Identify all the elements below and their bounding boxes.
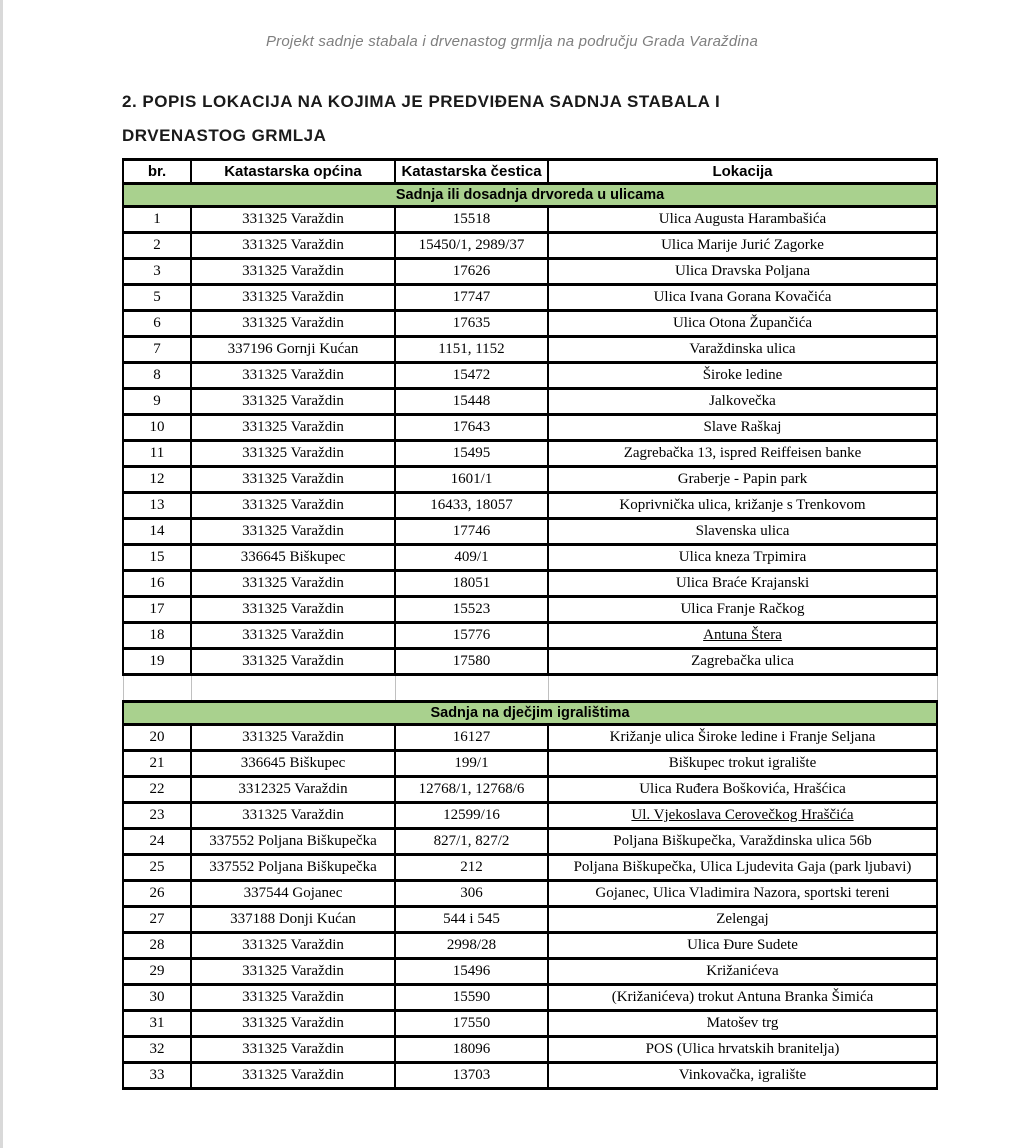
cell-opcina: 331325 Varaždin — [191, 1063, 395, 1089]
cell-opcina: 331325 Varaždin — [191, 1011, 395, 1037]
cell-br: 26 — [123, 881, 191, 907]
cell-opcina: 331325 Varaždin — [191, 285, 395, 311]
table-row — [123, 803, 937, 829]
empty-cell — [123, 675, 191, 702]
cell-opcina: 331325 Varaždin — [191, 493, 395, 519]
table-row — [123, 855, 937, 881]
cell-br: 22 — [123, 777, 191, 803]
cell-opcina: 331325 Varaždin — [191, 571, 395, 597]
cell-cestica: 15450/1, 2989/37 — [395, 233, 548, 259]
cell-cestica: 1601/1 — [395, 467, 548, 493]
cell-opcina: 336645 Biškupec — [191, 751, 395, 777]
running-header: Projekt sadnje stabala i drvenastog grmlja na području Grada Varaždina — [265, 33, 759, 50]
cell-lokacija: Poljana Biškupečka, Ulica Ljudevita Gaja (park ljubavi) — [548, 855, 937, 881]
cell-br: 24 — [123, 829, 191, 855]
cell-lokacija: Ulica Marije Jurić Zagorke — [548, 233, 937, 259]
cell-lokacija: Križanićeva — [548, 959, 937, 985]
cell-cestica: 15523 — [395, 597, 548, 623]
column-header-opcina: Katastarska općina — [191, 160, 395, 184]
table-row — [123, 959, 937, 985]
table-row — [123, 1063, 937, 1089]
cell-lokacija: Graberje - Papin park — [548, 467, 937, 493]
cell-br: 1 — [123, 207, 191, 233]
cell-opcina: 331325 Varaždin — [191, 233, 395, 259]
cell-opcina: 331325 Varaždin — [191, 207, 395, 233]
table-row — [123, 751, 937, 777]
table-row — [123, 571, 937, 597]
cell-opcina: 337196 Gornji Kućan — [191, 337, 395, 363]
section-heading: Sadnja ili dosadnja drvoreda u ulicama — [123, 184, 937, 207]
cell-lokacija: Zagrebačka ulica — [548, 649, 937, 675]
cell-cestica: 199/1 — [395, 751, 548, 777]
section-header-row — [123, 702, 937, 725]
cell-cestica: 212 — [395, 855, 548, 881]
cell-lokacija: Koprivnička ulica, križanje s Trenkovom — [548, 493, 937, 519]
cell-br: 15 — [123, 545, 191, 571]
cell-lokacija: Gojanec, Ulica Vladimira Nazora, sportski tereni — [548, 881, 937, 907]
cell-cestica: 16127 — [395, 725, 548, 751]
cell-cestica: 827/1, 827/2 — [395, 829, 548, 855]
cell-lokacija: Vinkovačka, igralište — [548, 1063, 937, 1089]
table-row — [123, 233, 937, 259]
cell-opcina: 337188 Donji Kućan — [191, 907, 395, 933]
empty-cell — [548, 675, 937, 702]
cell-br: 17 — [123, 597, 191, 623]
cell-opcina: 331325 Varaždin — [191, 985, 395, 1011]
table-row — [123, 519, 937, 545]
table-row — [123, 545, 937, 571]
cell-cestica: 2998/28 — [395, 933, 548, 959]
locations-table — [122, 158, 938, 1090]
cell-br: 20 — [123, 725, 191, 751]
cell-br: 16 — [123, 571, 191, 597]
section-heading: Sadnja na dječjim igralištima — [123, 702, 937, 725]
cell-br: 6 — [123, 311, 191, 337]
table-header-row — [123, 160, 937, 184]
cell-br: 14 — [123, 519, 191, 545]
cell-cestica: 12599/16 — [395, 803, 548, 829]
cell-cestica: 13703 — [395, 1063, 548, 1089]
cell-opcina: 337552 Poljana Biškupečka — [191, 855, 395, 881]
cell-br: 13 — [123, 493, 191, 519]
cell-cestica: 15776 — [395, 623, 548, 649]
table-row — [123, 259, 937, 285]
cell-br: 19 — [123, 649, 191, 675]
cell-br: 29 — [123, 959, 191, 985]
cell-br: 10 — [123, 415, 191, 441]
cell-lokacija: Zagrebačka 13, ispred Reiffeisen banke — [548, 441, 937, 467]
column-header-cestica: Katastarska čestica — [395, 160, 548, 184]
cell-lokacija: Ulica Ruđera Boškovića, Hrašćica — [548, 777, 937, 803]
cell-br: 31 — [123, 1011, 191, 1037]
section-header-row — [123, 184, 937, 207]
cell-cestica: 15590 — [395, 985, 548, 1011]
cell-br: 23 — [123, 803, 191, 829]
table-row — [123, 1011, 937, 1037]
cell-lokacija: Široke ledine — [548, 363, 937, 389]
cell-opcina: 331325 Varaždin — [191, 441, 395, 467]
cell-lokacija: Ulica Otona Župančića — [548, 311, 937, 337]
cell-cestica: 18051 — [395, 571, 548, 597]
cell-cestica: 15518 — [395, 207, 548, 233]
table-row — [123, 829, 937, 855]
column-header-br: br. — [123, 160, 191, 184]
cell-opcina: 331325 Varaždin — [191, 1037, 395, 1063]
page-edge-strip — [0, 0, 3, 1148]
table-row — [123, 207, 937, 233]
cell-opcina: 331325 Varaždin — [191, 311, 395, 337]
cell-br: 2 — [123, 233, 191, 259]
cell-cestica: 17550 — [395, 1011, 548, 1037]
cell-br: 12 — [123, 467, 191, 493]
cell-br: 32 — [123, 1037, 191, 1063]
cell-br: 9 — [123, 389, 191, 415]
cell-br: 8 — [123, 363, 191, 389]
page-title-line1: 2. POPIS LOKACIJA NA KOJIMA JE PREDVIĐENA SADNJA STABALA I — [122, 92, 721, 111]
cell-opcina: 331325 Varaždin — [191, 415, 395, 441]
cell-cestica: 18096 — [395, 1037, 548, 1063]
cell-opcina: 331325 Varaždin — [191, 959, 395, 985]
empty-cell — [191, 675, 395, 702]
table-row — [123, 881, 937, 907]
cell-lokacija: Biškupec trokut igralište — [548, 751, 937, 777]
cell-br: 18 — [123, 623, 191, 649]
cell-lokacija: Ulica Đure Sudete — [548, 933, 937, 959]
table-row — [123, 363, 937, 389]
cell-br: 27 — [123, 907, 191, 933]
cell-br: 3 — [123, 259, 191, 285]
cell-lokacija: Varaždinska ulica — [548, 337, 937, 363]
cell-br: 5 — [123, 285, 191, 311]
cell-cestica: 306 — [395, 881, 548, 907]
cell-opcina: 331325 Varaždin — [191, 803, 395, 829]
table-row — [123, 725, 937, 751]
cell-cestica: 409/1 — [395, 545, 548, 571]
cell-lokacija: Slave Raškaj — [548, 415, 937, 441]
cell-opcina: 337552 Poljana Biškupečka — [191, 829, 395, 855]
cell-lokacija: Zelengaj — [548, 907, 937, 933]
cell-lokacija: Matošev trg — [548, 1011, 937, 1037]
cell-lokacija: Antuna Štera — [548, 623, 937, 649]
empty-spacer-row — [123, 675, 937, 702]
cell-cestica: 17643 — [395, 415, 548, 441]
table-row — [123, 1037, 937, 1063]
table-row — [123, 777, 937, 803]
cell-opcina: 331325 Varaždin — [191, 725, 395, 751]
cell-cestica: 16433, 18057 — [395, 493, 548, 519]
cell-lokacija: Ulica Braće Krajanski — [548, 571, 937, 597]
table-row — [123, 441, 937, 467]
cell-br: 28 — [123, 933, 191, 959]
cell-lokacija: Ul. Vjekoslava Cerovečkog Hraščića — [548, 803, 937, 829]
table-row — [123, 285, 937, 311]
table-row — [123, 597, 937, 623]
cell-cestica: 15448 — [395, 389, 548, 415]
cell-br: 33 — [123, 1063, 191, 1089]
cell-opcina: 331325 Varaždin — [191, 389, 395, 415]
table-row — [123, 623, 937, 649]
empty-cell — [395, 675, 548, 702]
page-title-line2: DRVENASTOG GRMLJA — [122, 126, 327, 145]
cell-cestica: 17580 — [395, 649, 548, 675]
table-row — [123, 649, 937, 675]
cell-br: 30 — [123, 985, 191, 1011]
cell-lokacija: Slavenska ulica — [548, 519, 937, 545]
table-row — [123, 467, 937, 493]
cell-cestica: 17747 — [395, 285, 548, 311]
cell-opcina: 331325 Varaždin — [191, 649, 395, 675]
cell-br: 7 — [123, 337, 191, 363]
cell-lokacija: Križanje ulica Široke ledine i Franje Seljana — [548, 725, 937, 751]
cell-opcina: 336645 Biškupec — [191, 545, 395, 571]
page-title — [122, 85, 922, 153]
cell-cestica: 544 i 545 — [395, 907, 548, 933]
cell-opcina: 331325 Varaždin — [191, 363, 395, 389]
table-row — [123, 985, 937, 1011]
cell-lokacija: Ulica Augusta Harambašića — [548, 207, 937, 233]
cell-opcina: 331325 Varaždin — [191, 933, 395, 959]
cell-lokacija: Poljana Biškupečka, Varaždinska ulica 56b — [548, 829, 937, 855]
cell-opcina: 3312325 Varaždin — [191, 777, 395, 803]
cell-cestica: 15495 — [395, 441, 548, 467]
table-row — [123, 415, 937, 441]
table-row — [123, 493, 937, 519]
table-row — [123, 337, 937, 363]
table-row — [123, 933, 937, 959]
cell-cestica: 1151, 1152 — [395, 337, 548, 363]
cell-lokacija: Jalkovečka — [548, 389, 937, 415]
cell-opcina: 331325 Varaždin — [191, 259, 395, 285]
cell-opcina: 331325 Varaždin — [191, 519, 395, 545]
table-row — [123, 907, 937, 933]
cell-cestica: 17746 — [395, 519, 548, 545]
cell-lokacija: POS (Ulica hrvatskih branitelja) — [548, 1037, 937, 1063]
cell-opcina: 331325 Varaždin — [191, 467, 395, 493]
cell-opcina: 331325 Varaždin — [191, 623, 395, 649]
cell-cestica: 17635 — [395, 311, 548, 337]
cell-br: 11 — [123, 441, 191, 467]
cell-cestica: 12768/1, 12768/6 — [395, 777, 548, 803]
cell-cestica: 15496 — [395, 959, 548, 985]
cell-opcina: 331325 Varaždin — [191, 597, 395, 623]
cell-lokacija: Ulica kneza Trpimira — [548, 545, 937, 571]
cell-lokacija: Ulica Dravska Poljana — [548, 259, 937, 285]
column-header-lokacija: Lokacija — [548, 160, 937, 184]
table-row — [123, 389, 937, 415]
cell-br: 25 — [123, 855, 191, 881]
cell-lokacija: Ulica Franje Račkog — [548, 597, 937, 623]
cell-cestica: 17626 — [395, 259, 548, 285]
cell-lokacija: Ulica Ivana Gorana Kovačića — [548, 285, 937, 311]
table-row — [123, 311, 937, 337]
cell-br: 21 — [123, 751, 191, 777]
cell-cestica: 15472 — [395, 363, 548, 389]
cell-opcina: 337544 Gojanec — [191, 881, 395, 907]
cell-lokacija: (Križanićeva) trokut Antuna Branka Šimića — [548, 985, 937, 1011]
